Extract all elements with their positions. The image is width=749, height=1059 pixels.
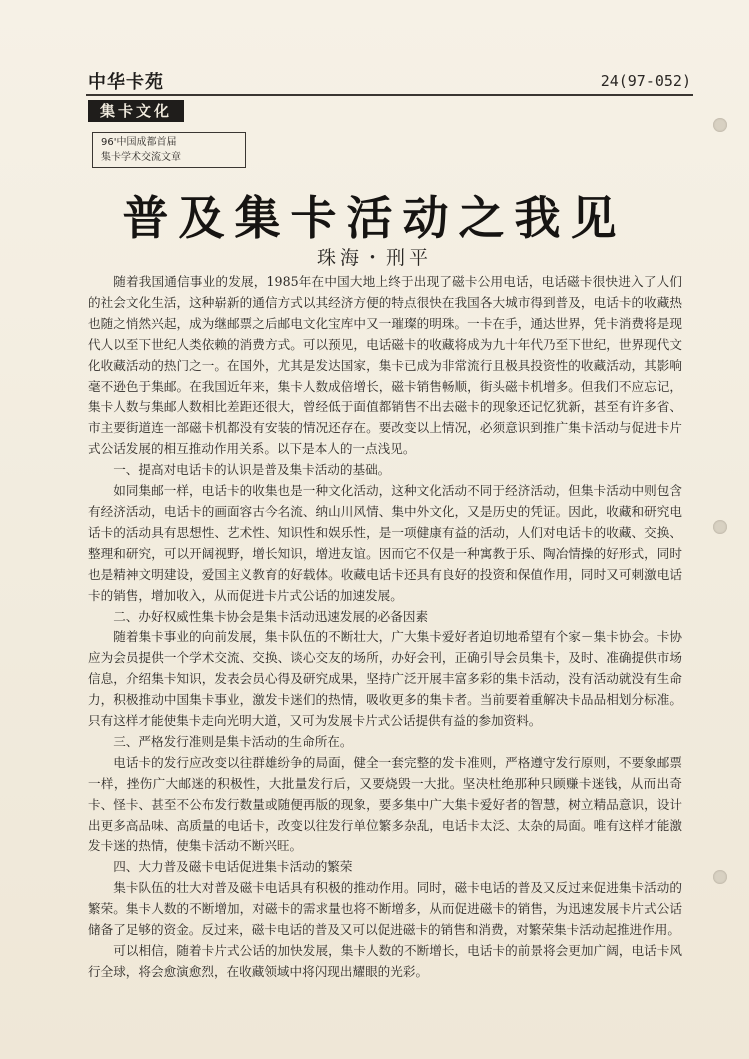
conference-line-2: 集卡学术交流文章 (101, 152, 181, 163)
article-title: 普及集卡活动之我见 (122, 191, 627, 245)
section-heading-4: 四、大力普及磁卡电话促进集卡活动的繁荣 (113, 859, 353, 875)
issue-number: 24(97-052) (600, 72, 691, 90)
section-logo: 集卡文化 (88, 100, 184, 122)
conference-label-box (92, 132, 246, 168)
binder-hole (713, 520, 727, 534)
article-author: 珠海・刑平 (316, 247, 432, 269)
section-heading-2: 二、办好权威性集卡协会是集卡活动迅速发展的必备因素 (113, 608, 429, 624)
paragraph-3: 电话卡的发行应改变以往群雄纷争的局面，健全一套完整的发卡准则，严格遵守发行原则，不要象邮票一样，挫伤广大邮迷的积极性，大批量发行后，又要烧毁一大批。坚决杜绝那种只顾赚卡迷钱，从而出奇卡、怪卡、甚至不公布发行数量或随便再版的现象，要多集中广大集卡爱好者的智慧，树立精品意识，设计出更多高品味、高质量的电话卡，改变以往发行单位繁多杂乱，电话卡太泛、太杂的局面。唯有这样才能激发卡迷的热情，使集卡活动不断兴旺。 (88, 754, 682, 854)
binder-hole (713, 870, 727, 884)
conference-line-1: 96'中国成都首届 (101, 137, 177, 148)
header-rule (86, 94, 693, 96)
paragraph-1: 如同集邮一样，电话卡的收集也是一种文化活动，这种文化活动不同于经济活动，但集卡活动中则包含有经济活动，电话卡的画面容古今名流、纳山川风情、集中外文化，又是历史的凭证。因此，收藏和研究电话卡的活动具有思想性、艺术性、知识性和娱乐性，是一项健康有益的活动，人们对电话卡的收藏、交换、整理和研究，可以开阔视野，增长知识，增进友谊。因而它不仅是一种寓教于乐、陶冶情操的好形式，同时也是精神文明建设，爱国主义教育的好载体。收藏电话卡还具有良好的投资和保值作用，同时又可刺激电话卡的销售，增加收入，从而促进卡片式公话的加速发展。 (88, 483, 682, 603)
section-heading-1: 一、提高对电话卡的认识是普及集卡活动的基础。 (113, 462, 391, 478)
binder-hole (713, 118, 727, 132)
article-body (88, 272, 682, 983)
publication-name: 中华卡苑 (88, 72, 164, 93)
section-heading-3: 三、严格发行准则是集卡活动的生命所在。 (113, 733, 353, 749)
paragraph-2: 随着集卡事业的向前发展，集卡队伍的不断壮大，广大集卡爱好者迫切地希望有个家－集卡协会。卡协应为会员提供一个学术交流、交换、谈心交友的场所，办好会刊，正确引导会员集卡，及时、准确提供市场信息，介绍集卡知识，发表会员心得及研究成果，坚持广泛开展丰富多彩的集卡活动，没有活动就没有生命力，积极推动中国集卡事业，激发卡迷们的热情，吸收更多的集卡者。当前要着重解决卡品品相划分标准。只有这样才能使集卡走向光明大道，又可为发展卡片式公话提供有益的参加资料。 (88, 629, 682, 729)
paragraph-intro: 随着我国通信事业的发展，1985年在中国大地上终于出现了磁卡公用电话，电话磁卡很快进入了人们的社会文化生活，这种崭新的通信方式以其经济方便的特点很快在我国各大城市得到普及，电话卡的收藏热也随之悄然兴起，成为继邮票之后邮电文化宝库中又一璀璨的明珠。一卡在手，通达世界，凭卡消费将是现代人以至下世纪人类依赖的消费方式。可以预见，电话磁卡的收藏将成为九十年代乃至下世纪，世界现代文化收藏活动的热门之一。在国外，尤其是发达国家，集卡已成为非常流行且极具投资性的收藏活动，其影响毫不逊色于集邮。在我国近年来，集卡人数成倍增长，磁卡销售畅顺，街头磁卡机增多。但我们不应忘记，集卡人数与集邮人数相比差距还很大，曾经低于面值都销售不出去磁卡的现象还记忆犹新，甚至有许多省、市主要街道连一部磁卡机都没有安装的情况还存在。要改变以上情况，必须意识到推广集卡活动与促进卡片式公话发展的相互推动作用关系。以下是本人的一点浅见。 (88, 274, 682, 457)
paragraph-conclusion: 可以相信，随着卡片式公话的加快发展，集卡人数的不断增长，电话卡的前景将会更加广阔，电话卡风行全球，将会愈演愈烈，在收藏领域中将闪现出耀眼的光彩。 (88, 943, 682, 979)
paragraph-4: 集卡队伍的壮大对普及磁卡电话具有积极的推动作用。同时，磁卡电话的普及又反过来促进集卡活动的繁荣。集卡人数的不断增加，对磁卡的需求量也将不断增多，从而促进磁卡的销售，为迅速发展卡片式公话储备了足够的资金。反过来，磁卡电话的普及又可以促进磁卡的销售和消费，对繁荣集卡活动起推进作用。 (88, 880, 682, 938)
